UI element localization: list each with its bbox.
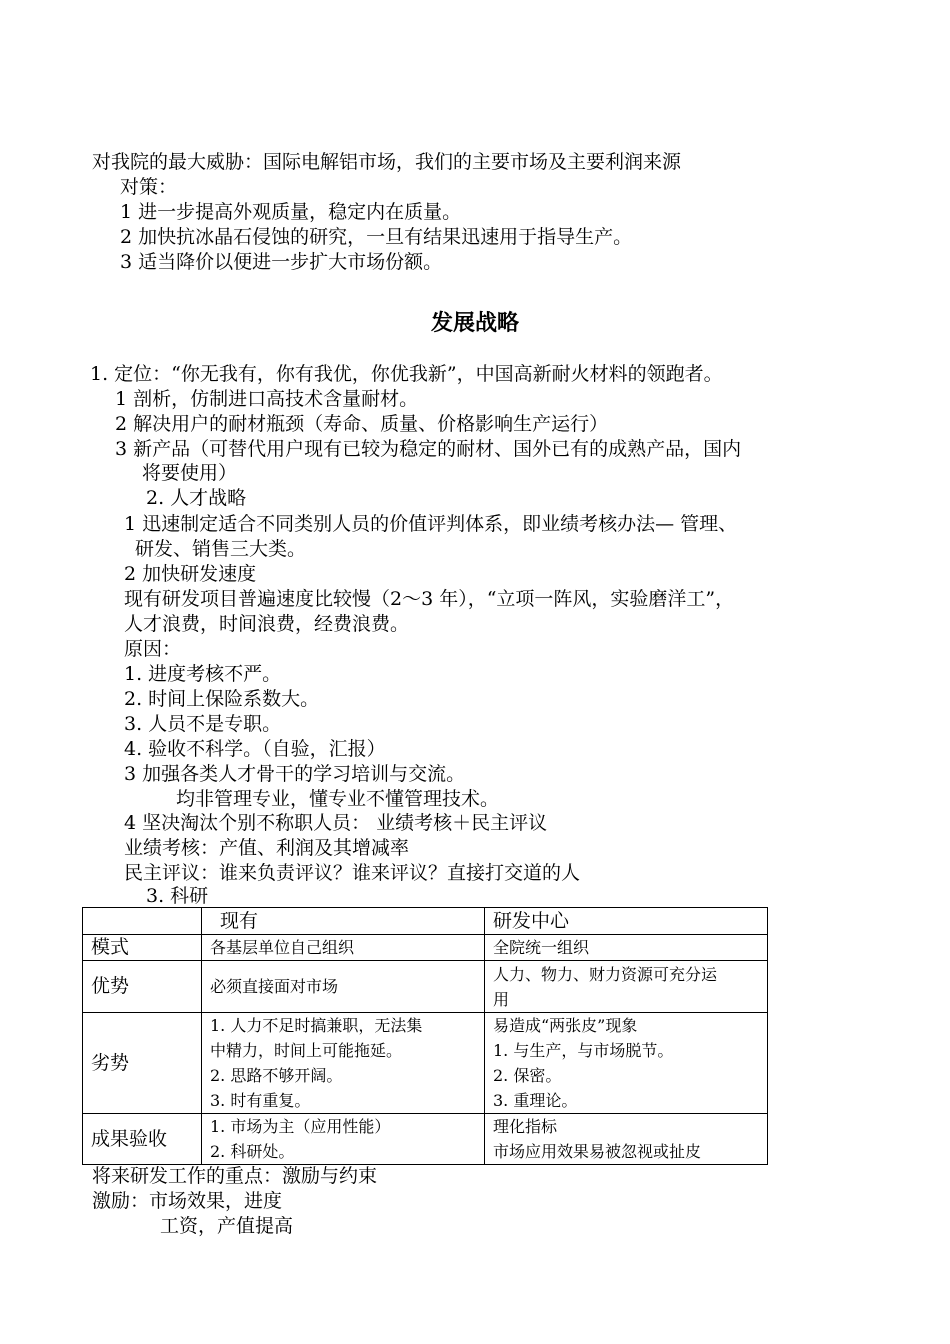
democ-text: 民主评议：谁来负责评议？谁来评议？直接打交道的人 [124,862,581,884]
table-header-cell: 现有 [202,908,485,935]
countermeasure-item: 3 适当降价以便进一步扩大市场份额。 [120,251,443,273]
table-cell: 1. 市场为主（应用性能） 2. 科研处。 [202,1114,485,1165]
research-heading: 3. 科研 [146,885,209,907]
row-label: 模式 [83,935,202,961]
talent-item: 1 迅速制定适合不同类别人员的价值评判体系，即业绩考核办法— 管理、 [124,513,738,535]
reasons-label: 原因： [124,638,182,660]
reason-item: 3. 人员不是专职。 [124,713,282,735]
page-title: 发展战略 [430,310,519,336]
table-row [83,935,768,961]
table-cell: 必须直接面对市场 [202,961,485,1013]
countermeasure-item: 1 进一步提高外观质量，稳定内在质量。 [120,201,462,223]
reason-item: 2. 时间上保险系数大。 [124,688,320,710]
table-header-cell: 研发中心 [485,908,768,935]
row-label: 优势 [83,961,202,1013]
speed-text: 现有研发项目普遍速度比较慢（2～3 年），“立项一阵风，实验磨洋工”， [124,588,735,610]
positioning-item: 3 新产品（可替代用户现有已较为稳定的耐材、国外已有的成熟产品，国内 [115,438,742,460]
table-header-cell [83,908,202,935]
talent-note: 均非管理专业，懂专业不懂管理技术。 [176,788,500,810]
incentive-line: 激励：市场效果，进度 [92,1190,283,1212]
talent-item: 2 加快研发速度 [124,563,257,585]
table-row [83,961,768,1013]
positioning-item: 1 剖析，仿制进口高技术含量耐材。 [115,388,419,410]
talent-heading: 2. 人才战略 [146,487,247,509]
row-label: 成果验收 [83,1114,202,1165]
row-label: 劣势 [83,1013,202,1114]
table-cell: 易造成“两张皮”现象 1. 与生产，与市场脱节。 2. 保密。 3. 重理论。 [485,1013,768,1114]
table-cell: 各基层单位自己组织 [202,935,485,961]
table-row [83,1114,768,1165]
table-row [83,1013,768,1114]
countermeasure-label: 对策： [120,176,178,198]
future-focus: 将来研发工作的重点：激励与约束 [92,1165,378,1187]
talent-item-cont: 研发、销售三大类。 [135,538,307,560]
table-header-row [83,908,768,935]
talent-item: 4 坚决淘汰个别不称职人员： 业绩考核＋民主评议 [124,812,548,834]
reason-item: 4. 验收不科学。（自验，汇报） [124,738,386,760]
positioning-item: 将要使用） [142,462,238,484]
speed-text: 人才浪费，时间浪费，经费浪费。 [124,613,410,635]
comparison-table [82,907,768,1165]
positioning-heading: 1. 定位：“你无我有，你有我优，你优我新”，中国高新耐火材料的领跑者。 [90,363,723,385]
table-cell: 理化指标 市场应用效果易被忽视或扯皮 [485,1114,768,1165]
table-cell: 人力、物力、财力资源可充分运 用 [485,961,768,1013]
perf-text: 业绩考核：产值、利润及其增减率 [124,837,410,859]
threat-line: 对我院的最大威胁：国际电解铝市场，我们的主要市场及主要利润来源 [92,151,682,173]
reason-item: 1. 进度考核不严。 [124,663,282,685]
table-cell: 全院统一组织 [485,935,768,961]
incentive-line-2: 工资，产值提高 [160,1215,294,1237]
table-cell: 1. 人力不足时搞兼职，无法集 中精力，时间上可能拖延。 2. 思路不够开阔。 3. 时有重复。 [202,1013,485,1114]
talent-item: 3 加强各类人才骨干的学习培训与交流。 [124,763,466,785]
positioning-item: 2 解决用户的耐材瓶颈（寿命、质量、价格影响生产运行） [115,413,609,435]
countermeasure-item: 2 加快抗冰晶石侵蚀的研究，一旦有结果迅速用于指导生产。 [120,226,633,248]
